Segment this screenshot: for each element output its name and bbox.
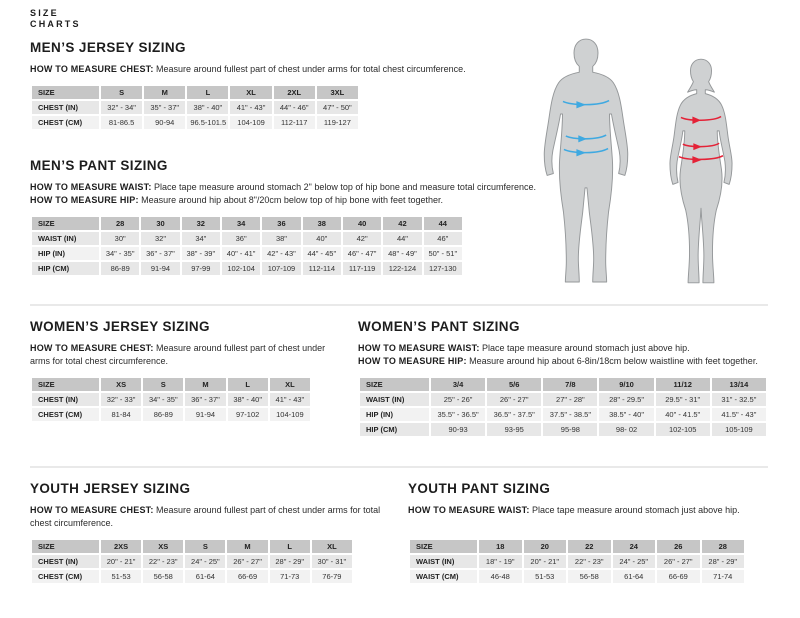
size-header-cell: 3/4 <box>431 378 485 391</box>
cell-value: 22" - 23" <box>143 555 183 568</box>
size-header-cell: 5/6 <box>487 378 541 391</box>
cell-value: 41" - 43" <box>270 393 310 406</box>
table-row <box>32 101 358 114</box>
size-column-label: SIZE <box>410 540 477 553</box>
measure-label: HOW TO MEASURE HIP: <box>30 195 139 205</box>
size-header-cell: S <box>101 86 142 99</box>
measure-line <box>408 504 753 517</box>
cell-value: 38" <box>262 232 300 245</box>
size-header-cell: XS <box>143 540 183 553</box>
cell-value: 76-79 <box>312 570 352 583</box>
table-row <box>410 555 744 568</box>
cell-value: 35" - 37" <box>144 101 185 114</box>
row-label: HIP (IN) <box>32 247 99 260</box>
cell-value: 32" - 33" <box>101 393 141 406</box>
size-header-cell: 38 <box>303 217 341 230</box>
table-row <box>32 232 462 245</box>
cell-value: 104-109 <box>230 116 271 129</box>
size-header-cell: 18 <box>479 540 522 553</box>
table-row <box>360 408 766 421</box>
cell-value: 71-73 <box>270 570 310 583</box>
size-header-cell: 36 <box>262 217 300 230</box>
section-title: MEN’S JERSEY SIZING <box>30 40 186 55</box>
cell-value: 26" - 27" <box>227 555 267 568</box>
row-label: CHEST (IN) <box>32 101 99 114</box>
cell-value: 30" - 31" <box>312 555 352 568</box>
youth-pant-section <box>408 481 753 585</box>
cell-value: 25" - 26" <box>431 393 485 406</box>
section-divider <box>30 304 768 306</box>
cell-value: 90-94 <box>144 116 185 129</box>
size-header-cell: M <box>227 540 267 553</box>
size-table <box>408 538 746 585</box>
size-header-cell: L <box>228 378 268 391</box>
cell-value: 97-99 <box>182 262 220 275</box>
measure-line <box>30 504 382 530</box>
measure-label: HOW TO MEASURE CHEST: <box>30 64 154 74</box>
cell-value: 36" - 37" <box>141 247 179 260</box>
measure-instructions <box>30 342 342 368</box>
measure-text: Place tape measure around stomach 2" below top of hip bone and measure total circumference. <box>151 182 536 192</box>
measure-line <box>30 194 550 207</box>
measure-text: Measure around hip about 6-8in/18cm below waistline with feet together. <box>466 356 758 366</box>
cell-value: 127-130 <box>424 262 462 275</box>
mens-pant-table <box>30 215 550 277</box>
section-title: WOMEN’S JERSEY SIZING <box>30 319 210 334</box>
cell-value: 61-64 <box>185 570 225 583</box>
size-header-cell: S <box>143 378 183 391</box>
cell-value: 34" - 35" <box>143 393 183 406</box>
cell-value: 56-58 <box>143 570 183 583</box>
header-row <box>360 378 766 391</box>
size-header-cell: 28 <box>101 217 139 230</box>
page-title-line1: SIZE <box>30 8 59 18</box>
cell-value: 31" - 32.5" <box>712 393 766 406</box>
cell-value: 38" - 40" <box>187 101 228 114</box>
mens-jersey-section <box>30 40 520 131</box>
size-table <box>358 376 768 438</box>
cell-value: 30" <box>101 232 139 245</box>
cell-value: 95-98 <box>543 423 597 436</box>
cell-value: 38" - 40" <box>228 393 268 406</box>
size-header-cell: 40 <box>343 217 381 230</box>
row-label: WAIST (IN) <box>32 232 99 245</box>
measure-instructions <box>30 63 520 76</box>
cell-value: 71-74 <box>702 570 745 583</box>
cell-value: 24" - 25" <box>613 555 656 568</box>
header-row <box>410 540 744 553</box>
youth-jersey-table <box>30 538 382 585</box>
cell-value: 51-53 <box>524 570 567 583</box>
cell-value: 48" - 49" <box>383 247 421 260</box>
page-title-line2: CHARTS <box>30 19 81 29</box>
measure-label: HOW TO MEASURE HIP: <box>358 356 467 366</box>
size-header-cell: S <box>185 540 225 553</box>
cell-value: 105-109 <box>712 423 766 436</box>
size-header-cell: 20 <box>524 540 567 553</box>
size-column-label: SIZE <box>32 217 99 230</box>
header-row <box>32 378 310 391</box>
size-table <box>30 376 312 423</box>
size-header-cell: 44 <box>424 217 462 230</box>
section-title: WOMEN’S PANT SIZING <box>358 319 520 334</box>
measure-line <box>30 342 342 368</box>
measure-instructions <box>358 342 772 368</box>
size-header-cell: 42 <box>383 217 421 230</box>
cell-value: 41" - 43" <box>230 101 271 114</box>
cell-value: 93-95 <box>487 423 541 436</box>
measure-text: Measure around fullest part of chest under arms for total chest circumference. <box>30 505 381 528</box>
cell-value: 20" - 21" <box>101 555 141 568</box>
size-header-cell: L <box>270 540 310 553</box>
cell-value: 117-119 <box>343 262 381 275</box>
cell-value: 20" - 21" <box>524 555 567 568</box>
cell-value: 44" <box>383 232 421 245</box>
size-column-label: SIZE <box>32 86 99 99</box>
row-label: CHEST (CM) <box>32 570 99 583</box>
size-header-cell: XL <box>270 378 310 391</box>
mens-pant-section <box>30 158 550 277</box>
cell-value: 98- 02 <box>599 423 653 436</box>
cell-value: 27" - 28" <box>543 393 597 406</box>
cell-value: 42" <box>343 232 381 245</box>
table-row <box>410 570 744 583</box>
size-header-cell: 13/14 <box>712 378 766 391</box>
row-label: HIP (IN) <box>360 408 429 421</box>
table-row <box>360 393 766 406</box>
measure-instructions <box>30 504 382 530</box>
measure-label: HOW TO MEASURE WAIST: <box>30 182 152 192</box>
womens-jersey-section <box>30 319 342 423</box>
row-label: CHEST (IN) <box>32 555 99 568</box>
cell-value: 86-89 <box>101 262 139 275</box>
cell-value: 102-105 <box>656 423 710 436</box>
size-header-cell: 2XS <box>101 540 141 553</box>
size-header-cell: 32 <box>182 217 220 230</box>
measure-label: HOW TO MEASURE WAIST: <box>408 505 530 515</box>
size-header-cell: 26 <box>657 540 700 553</box>
cell-value: 56-58 <box>568 570 611 583</box>
cell-value: 40" - 41" <box>222 247 260 260</box>
cell-value: 34" <box>182 232 220 245</box>
table-row <box>32 570 352 583</box>
cell-value: 28" - 29" <box>702 555 745 568</box>
header-row <box>32 86 358 99</box>
cell-value: 61-64 <box>613 570 656 583</box>
cell-value: 18" - 19" <box>479 555 522 568</box>
table-row <box>32 555 352 568</box>
size-header-cell: 30 <box>141 217 179 230</box>
size-header-cell: 22 <box>568 540 611 553</box>
size-table <box>30 538 354 585</box>
section-title: MEN’S PANT SIZING <box>30 158 168 173</box>
cell-value: 46" <box>424 232 462 245</box>
cell-value: 66-69 <box>657 570 700 583</box>
size-header-cell: 7/8 <box>543 378 597 391</box>
measure-line <box>30 181 550 194</box>
cell-value: 40" <box>303 232 341 245</box>
cell-value: 46-48 <box>479 570 522 583</box>
size-table <box>30 215 464 277</box>
row-label: HIP (CM) <box>360 423 429 436</box>
table-row <box>32 247 462 260</box>
measure-label: HOW TO MEASURE WAIST: <box>358 343 480 353</box>
cell-value: 46" - 47" <box>343 247 381 260</box>
cell-value: 41.5" - 43" <box>712 408 766 421</box>
size-column-label: SIZE <box>32 378 99 391</box>
row-label: WAIST (IN) <box>360 393 429 406</box>
header-row <box>32 217 462 230</box>
measure-text: Place tape measure around stomach just above hip. <box>529 505 740 515</box>
size-header-cell: XL <box>312 540 352 553</box>
cell-value: 26" - 27" <box>657 555 700 568</box>
womens-jersey-table <box>30 376 342 423</box>
cell-value: 50" - 51" <box>424 247 462 260</box>
cell-value: 42" - 43" <box>262 247 300 260</box>
section-title: YOUTH PANT SIZING <box>408 481 551 496</box>
cell-value: 81-84 <box>101 408 141 421</box>
female-silhouette <box>658 52 744 295</box>
female-silhouette-svg <box>658 52 744 290</box>
measure-text: Place tape measure around stomach just above hip. <box>479 343 690 353</box>
male-silhouette <box>538 33 634 294</box>
cell-value: 97-102 <box>228 408 268 421</box>
cell-value: 91-94 <box>185 408 225 421</box>
size-header-cell: M <box>144 86 185 99</box>
measure-instructions <box>30 181 550 207</box>
size-header-cell: 24 <box>613 540 656 553</box>
header-row <box>32 540 352 553</box>
measure-line <box>358 342 772 355</box>
measure-line <box>358 355 772 368</box>
measure-text: Measure around hip about 8"/20cm below top of hip bone with feet together. <box>138 195 444 205</box>
cell-value: 32" - 34" <box>101 101 142 114</box>
cell-value: 107-109 <box>262 262 300 275</box>
size-header-cell: XL <box>230 86 271 99</box>
row-label: WAIST (CM) <box>410 570 477 583</box>
cell-value: 112-114 <box>303 262 341 275</box>
cell-value: 35.5" - 36.5" <box>431 408 485 421</box>
cell-value: 104-109 <box>270 408 310 421</box>
size-header-cell: 11/12 <box>656 378 710 391</box>
youth-pant-table <box>408 538 753 585</box>
table-row <box>32 116 358 129</box>
measure-instructions <box>408 504 753 530</box>
size-header-cell: M <box>185 378 225 391</box>
page-title <box>30 8 81 30</box>
male-body <box>544 39 628 282</box>
womens-pant-section <box>358 319 772 438</box>
cell-value: 28" - 29.5" <box>599 393 653 406</box>
cell-value: 44" - 45" <box>303 247 341 260</box>
mens-jersey-table <box>30 84 520 131</box>
cell-value: 47" - 50" <box>317 101 358 114</box>
measure-text: Measure around fullest part of chest under arms for total chest circumference. <box>30 343 326 366</box>
cell-value: 44" - 46" <box>274 101 315 114</box>
cell-value: 38" - 39" <box>182 247 220 260</box>
row-label: HIP (CM) <box>32 262 99 275</box>
cell-value: 96.5-101.5 <box>187 116 228 129</box>
measure-text: Measure around fullest part of chest under arms for total chest circumference. <box>153 64 466 74</box>
cell-value: 34" - 35" <box>101 247 139 260</box>
cell-value: 22" - 23" <box>568 555 611 568</box>
female-body <box>670 59 732 283</box>
row-label: CHEST (CM) <box>32 408 99 421</box>
row-label: CHEST (CM) <box>32 116 99 129</box>
cell-value: 90-93 <box>431 423 485 436</box>
cell-value: 91-94 <box>141 262 179 275</box>
row-label: CHEST (IN) <box>32 393 99 406</box>
row-label: WAIST (IN) <box>410 555 477 568</box>
measure-label: HOW TO MEASURE CHEST: <box>30 343 154 353</box>
cell-value: 36" - 37" <box>185 393 225 406</box>
cell-value: 37.5" - 38.5" <box>543 408 597 421</box>
cell-value: 40" - 41.5" <box>656 408 710 421</box>
size-header-cell: 34 <box>222 217 260 230</box>
cell-value: 36" <box>222 232 260 245</box>
table-row <box>360 423 766 436</box>
section-title: YOUTH JERSEY SIZING <box>30 481 191 496</box>
size-column-label: SIZE <box>360 378 429 391</box>
size-table <box>30 84 360 131</box>
cell-value: 28" - 29" <box>270 555 310 568</box>
youth-jersey-section <box>30 481 382 585</box>
cell-value: 102-104 <box>222 262 260 275</box>
cell-value: 81-86.5 <box>101 116 142 129</box>
cell-value: 36.5" - 37.5" <box>487 408 541 421</box>
table-row <box>32 393 310 406</box>
cell-value: 24" - 25" <box>185 555 225 568</box>
size-header-cell: 28 <box>702 540 745 553</box>
male-silhouette-svg <box>538 33 634 289</box>
size-column-label: SIZE <box>32 540 99 553</box>
size-header-cell: 3XL <box>317 86 358 99</box>
section-divider <box>30 466 768 468</box>
size-header-cell: L <box>187 86 228 99</box>
measure-line <box>30 63 520 76</box>
cell-value: 112-117 <box>274 116 315 129</box>
size-header-cell: 9/10 <box>599 378 653 391</box>
cell-value: 29.5" - 31" <box>656 393 710 406</box>
cell-value: 119-127 <box>317 116 358 129</box>
measure-label: HOW TO MEASURE CHEST: <box>30 505 154 515</box>
cell-value: 66-69 <box>227 570 267 583</box>
cell-value: 122-124 <box>383 262 421 275</box>
cell-value: 86-89 <box>143 408 183 421</box>
cell-value: 26" - 27" <box>487 393 541 406</box>
cell-value: 51-53 <box>101 570 141 583</box>
womens-pant-table <box>358 376 772 438</box>
table-row <box>32 408 310 421</box>
cell-value: 32" <box>141 232 179 245</box>
table-row <box>32 262 462 275</box>
size-header-cell: XS <box>101 378 141 391</box>
size-header-cell: 2XL <box>274 86 315 99</box>
cell-value: 38.5" - 40" <box>599 408 653 421</box>
